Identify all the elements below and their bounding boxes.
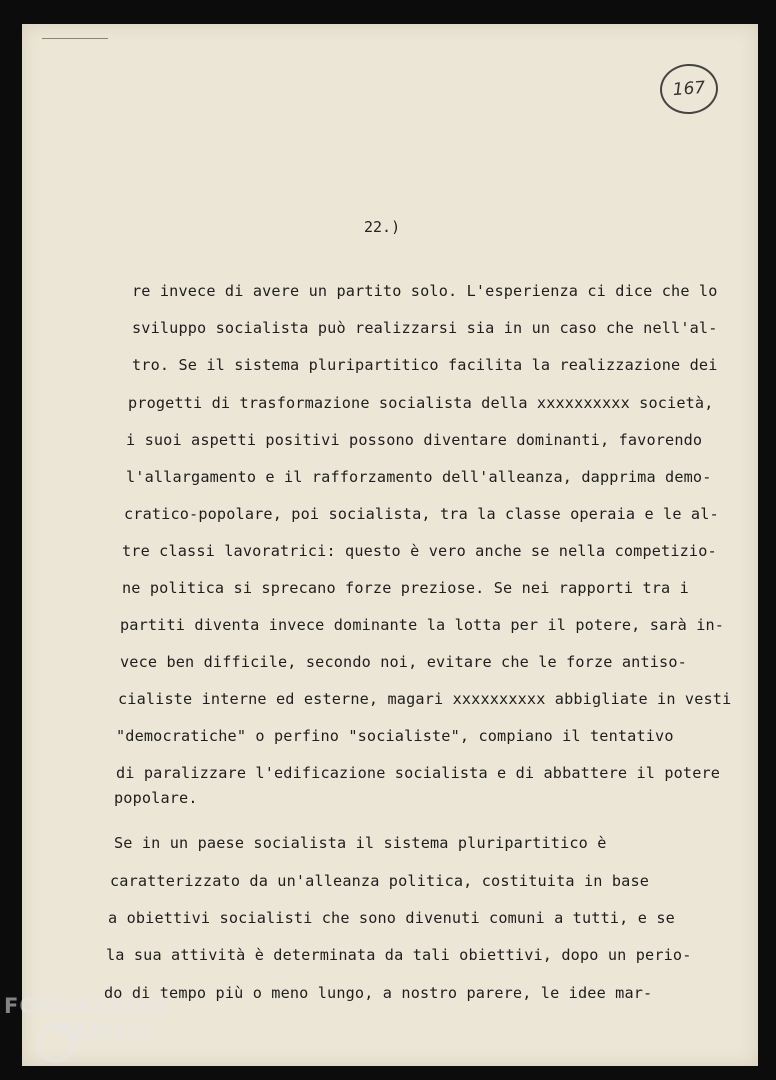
watermark-g-logo-icon (36, 1023, 76, 1063)
watermark-line3: onlus (160, 1041, 190, 1051)
text-line: popolare. (114, 789, 198, 807)
text-line: partiti diventa invece dominante la lotta per il potere, sarà in- (120, 616, 725, 634)
text-line: ne politica si sprecano forze preziose. Se nei rapporti tra i (122, 579, 689, 597)
fondazione-gramsci-watermark (4, 993, 189, 1051)
text-line: di paralizzare l'edificazione socialista e di abbattere il potere (116, 764, 721, 782)
text-line: tro. Se il sistema pluripartitico facilita la realizzazione dei (132, 356, 718, 374)
watermark-line1: FONDAZIONE (4, 994, 171, 1018)
text-line: cratico-popolare, poi socialista, tra la classe operaia e le al- (124, 505, 719, 523)
text-line: Se in un paese socialista il sistema pluripartitico è (114, 834, 607, 852)
page-number: 22.) (364, 218, 401, 236)
text-line: "democratiche" o perfino "socialiste", compiano il tentativo (116, 727, 674, 745)
text-line: caratterizzato da un'alleanza politica, costituita in base (110, 872, 650, 890)
text-line: vece ben difficile, secondo noi, evitare che le forze antiso- (120, 653, 687, 671)
top-edge-mark (42, 38, 108, 39)
document-page (22, 24, 758, 1066)
text-line: a obiettivi socialisti che sono divenuti comuni a tutti, e se (108, 909, 675, 927)
watermark-line2: RAMSCI (56, 1020, 154, 1044)
text-line: la sua attività è determinata da tali obiettivi, dopo un perio- (106, 946, 692, 964)
text-line: do di tempo più o meno lungo, a nostro parere, le idee mar- (104, 984, 653, 1002)
text-line: cialiste interne ed esterne, magari xxxxxxxxxx abbigliate in vesti (118, 690, 732, 708)
text-line: tre classi lavoratrici: questo è vero anche se nella competizio- (122, 542, 717, 560)
text-line: re invece di avere un partito solo. L'esperienza ci dice che lo (132, 282, 718, 300)
archive-number-stamp: 167 (658, 62, 719, 116)
text-line: progetti di trasformazione socialista della xxxxxxxxxx società, (128, 394, 714, 412)
text-line: l'allargamento e il rafforzamento dell'alleanza, dapprima demo- (126, 468, 712, 486)
text-line: sviluppo socialista può realizzarsi sia in un caso che nell'al- (132, 319, 718, 337)
text-line: i suoi aspetti positivi possono diventare dominanti, favorendo (126, 431, 703, 449)
